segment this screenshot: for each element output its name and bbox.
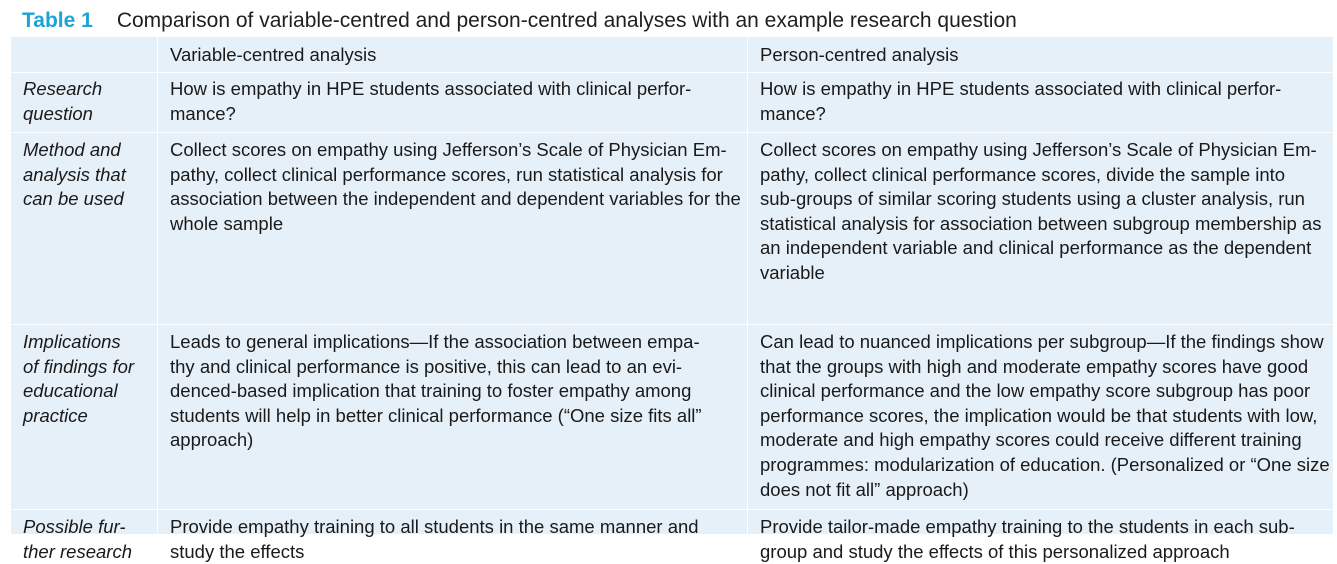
text-line: group and study the effects of this personalized approach — [760, 540, 1230, 562]
text-line: denced-based implication that training to foster empathy among — [170, 380, 692, 402]
text-line: Can lead to nuanced implications per subgroup—If the findings show — [760, 331, 1324, 352]
row-label — [11, 72, 157, 132]
text-line: practice — [23, 404, 88, 426]
table-row-method — [11, 133, 1333, 325]
text-line: sub-groups of similar scoring students using a cluster analysis, run — [760, 188, 1305, 210]
comparison-table — [11, 37, 1333, 562]
text-line: does not fit all” approach) — [760, 478, 969, 500]
text-line: whole sample — [170, 212, 284, 234]
text-line: pathy, collect clinical performance scores, run statistical analysis for — [170, 163, 723, 185]
text-line: pathy, collect clinical performance scores, divide the sample into — [760, 163, 1286, 185]
table-number: Table 1 — [22, 9, 93, 32]
table-row-research-question — [11, 72, 1333, 133]
text-line: of findings for — [23, 355, 135, 377]
row-label — [11, 133, 157, 324]
text-line: How is empathy in HPE students associated with clinical perfor- — [170, 78, 692, 99]
text-line: educational — [23, 380, 118, 402]
table-header-row — [11, 37, 1333, 73]
text-line: analysis that — [23, 163, 126, 185]
text-line: performance scores, the implication would be that students with low, — [760, 404, 1318, 426]
text-line: Collect scores on empathy using Jefferson’s Scale of Physician Em- — [760, 139, 1317, 160]
text-line: that the groups with high and moderate empathy scores have good — [760, 355, 1309, 377]
text-line: variable — [760, 261, 825, 283]
text-line: Collect scores on empathy using Jefferson’s Scale of Physician Em- — [170, 139, 727, 160]
text-line: association between the independent and dependent variables for the — [170, 188, 741, 210]
text-line: an independent variable and clinical performance as the dependent — [760, 237, 1312, 259]
text-line: study the effects — [170, 540, 305, 562]
text-line: Method and — [23, 139, 121, 160]
text-line: thy and clinical performance is positive, this can lead to an evi- — [170, 355, 683, 377]
text-line: Implications — [23, 331, 121, 352]
text-line: Possible fur- — [23, 516, 126, 537]
header-variable-centred: Variable-centred analysis — [157, 37, 747, 72]
variable-centred-cell — [157, 133, 747, 324]
text-line: students will help in better clinical performance (“One size fits all” — [170, 404, 702, 426]
text-line: approach) — [170, 429, 254, 451]
person-centred-cell — [747, 133, 1333, 324]
text-line: How is empathy in HPE students associated with clinical perfor- — [760, 78, 1282, 99]
table-title: Comparison of variable-centred and person-centred analyses with an example research question — [116, 9, 1017, 32]
text-line: can be used — [23, 188, 124, 210]
person-centred-cell — [747, 72, 1333, 132]
text-line: moderate and high empathy scores could receive different training — [760, 429, 1302, 451]
text-line: Leads to general implications—If the association between empa- — [170, 331, 700, 352]
text-line: Provide empathy training to all students in the same manner and — [170, 516, 699, 537]
text-line: mance? — [760, 102, 826, 124]
variable-centred-cell — [157, 325, 747, 509]
text-line: programmes: modularization of education. (Personalized or “One size — [760, 453, 1330, 475]
header-cell-empty — [11, 37, 157, 72]
text-line: Research — [23, 78, 103, 99]
variable-centred-cell — [157, 72, 747, 132]
person-centred-cell — [747, 510, 1333, 562]
table-row-further-research — [11, 510, 1333, 562]
variable-centred-cell — [157, 510, 747, 562]
text-line: mance? — [170, 102, 236, 124]
text-line: statistical analysis for association between subgroup membership as — [760, 212, 1322, 234]
row-label — [11, 325, 157, 509]
text-line: ther research — [23, 540, 132, 562]
text-line: question — [23, 102, 93, 124]
row-label — [11, 510, 157, 562]
header-person-centred: Person-centred analysis — [747, 37, 1333, 72]
text-line: Provide tailor-made empathy training to the students in each sub- — [760, 516, 1295, 537]
table-row-implications — [11, 325, 1333, 510]
table-caption — [22, 6, 1017, 36]
person-centred-cell — [747, 325, 1333, 509]
text-line: clinical performance and the low empathy score subgroup has poor — [760, 380, 1311, 402]
